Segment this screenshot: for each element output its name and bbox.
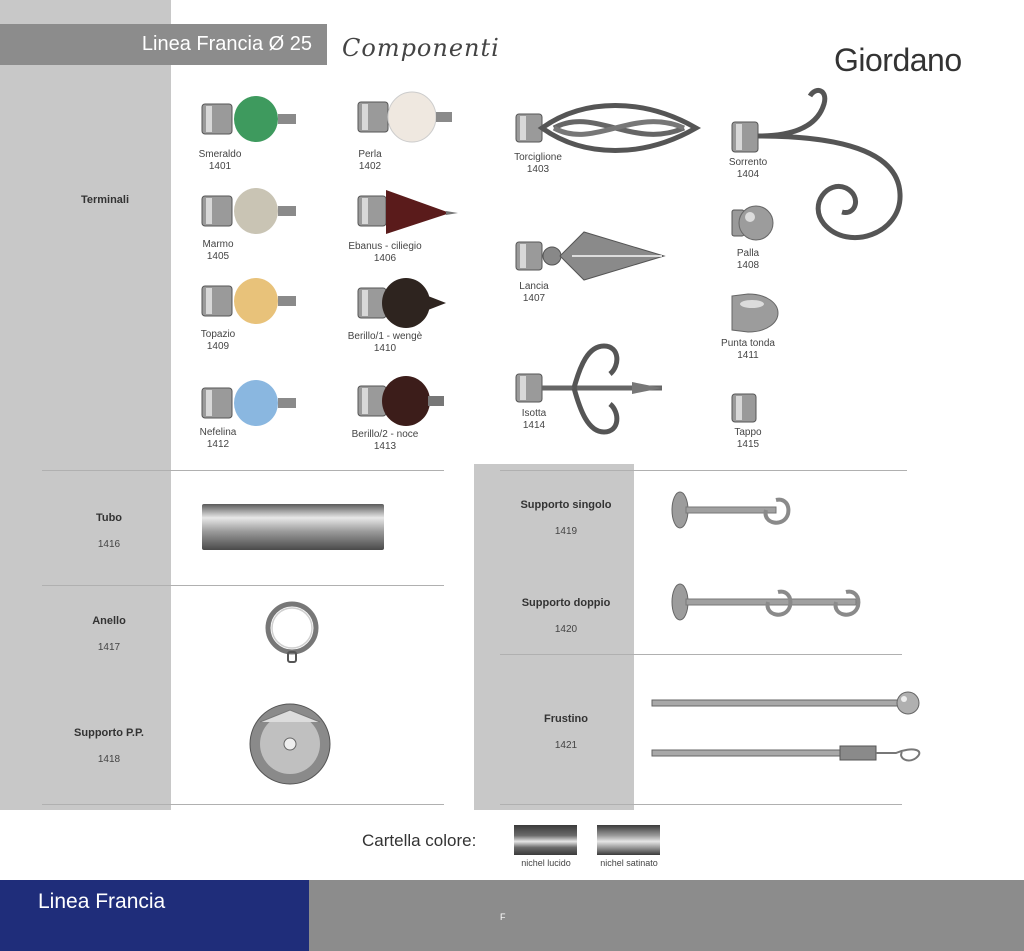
item-label: Palla 1408 <box>736 248 760 271</box>
section-subtitle: Componenti <box>342 34 500 62</box>
item-label: Perla 1402 <box>358 149 382 172</box>
item-label: Nefelina 1412 <box>199 427 237 450</box>
tappo-finial-image <box>728 390 764 426</box>
berillo-wenge-finial-image <box>354 276 450 332</box>
page-title: Linea Francia Ø 25 <box>141 33 312 55</box>
section-code-anello: 1417 <box>97 642 121 653</box>
punta-tonda-finial-image <box>728 290 780 336</box>
section-title-supporto-singolo: Supporto singolo <box>520 499 612 511</box>
supporto-doppio-image <box>670 582 866 624</box>
berillo-noce-finial-image <box>354 374 450 430</box>
perla-finial-image <box>354 88 458 146</box>
item-label: Tappo 1415 <box>734 427 762 450</box>
palla-finial-image <box>728 198 778 248</box>
item-label: Isotta 1414 <box>521 408 547 431</box>
anello-ring-image <box>262 600 322 666</box>
supporto-singolo-image <box>670 490 794 532</box>
left-sidebar-panel <box>0 0 171 810</box>
topazio-finial-image <box>198 274 302 330</box>
footer-title: Linea Francia <box>38 890 166 913</box>
divider <box>500 470 907 471</box>
section-title-anello: Anello <box>92 615 126 627</box>
lancia-finial-image <box>514 228 666 282</box>
middle-sidebar-panel <box>474 464 634 810</box>
item-label: Lancia 1407 <box>519 281 549 304</box>
divider <box>42 470 444 471</box>
item-label: Berillo/1 - wengè 1410 <box>347 331 423 354</box>
page-number: F <box>500 912 506 922</box>
ebanus-ciliegio-finial-image <box>354 184 462 240</box>
item-label: Berillo/2 - noce 1413 <box>351 429 419 452</box>
section-title-terminali: Terminali <box>80 194 130 206</box>
swatch-nichel-lucido <box>514 825 577 855</box>
section-code-supporto-pp: 1418 <box>97 754 121 765</box>
frustino-image <box>650 688 926 770</box>
torciglione-finial-image <box>514 96 704 160</box>
section-title-tubo: Tubo <box>95 512 123 524</box>
swatch-label: nichel lucido <box>521 858 571 868</box>
section-code-frustino: 1421 <box>554 740 578 751</box>
item-label: Marmo 1405 <box>202 239 234 262</box>
item-label: Ebanus - ciliegio 1406 <box>348 241 422 264</box>
smeraldo-finial-image <box>198 92 302 148</box>
item-label: Punta tonda 1411 <box>721 338 775 361</box>
swatch-label: nichel satinato <box>600 858 658 868</box>
section-title-frustino: Frustino <box>544 713 588 725</box>
item-label: Torciglione 1403 <box>514 152 562 175</box>
divider <box>42 804 444 805</box>
section-code-supporto-doppio: 1420 <box>554 624 578 635</box>
supporto-pp-image <box>246 702 336 788</box>
nefelina-finial-image <box>198 376 302 432</box>
section-code-supporto-singolo: 1419 <box>554 526 578 537</box>
section-code-tubo: 1416 <box>97 539 121 550</box>
marmo-finial-image <box>198 184 302 240</box>
section-title-supporto-doppio: Supporto doppio <box>521 597 611 609</box>
item-label: Topazio 1409 <box>200 329 236 352</box>
brand-logo: Giordano <box>834 42 962 78</box>
divider <box>500 654 902 655</box>
item-label: Sorrento 1404 <box>728 157 768 180</box>
tubo-image <box>200 502 386 552</box>
item-label: Smeraldo 1401 <box>198 149 242 172</box>
section-title-supporto-pp: Supporto P.P. <box>74 727 144 739</box>
swatch-title: Cartella colore: <box>362 831 477 850</box>
divider <box>500 804 902 805</box>
divider <box>42 585 444 586</box>
swatch-nichel-satinato <box>597 825 660 855</box>
